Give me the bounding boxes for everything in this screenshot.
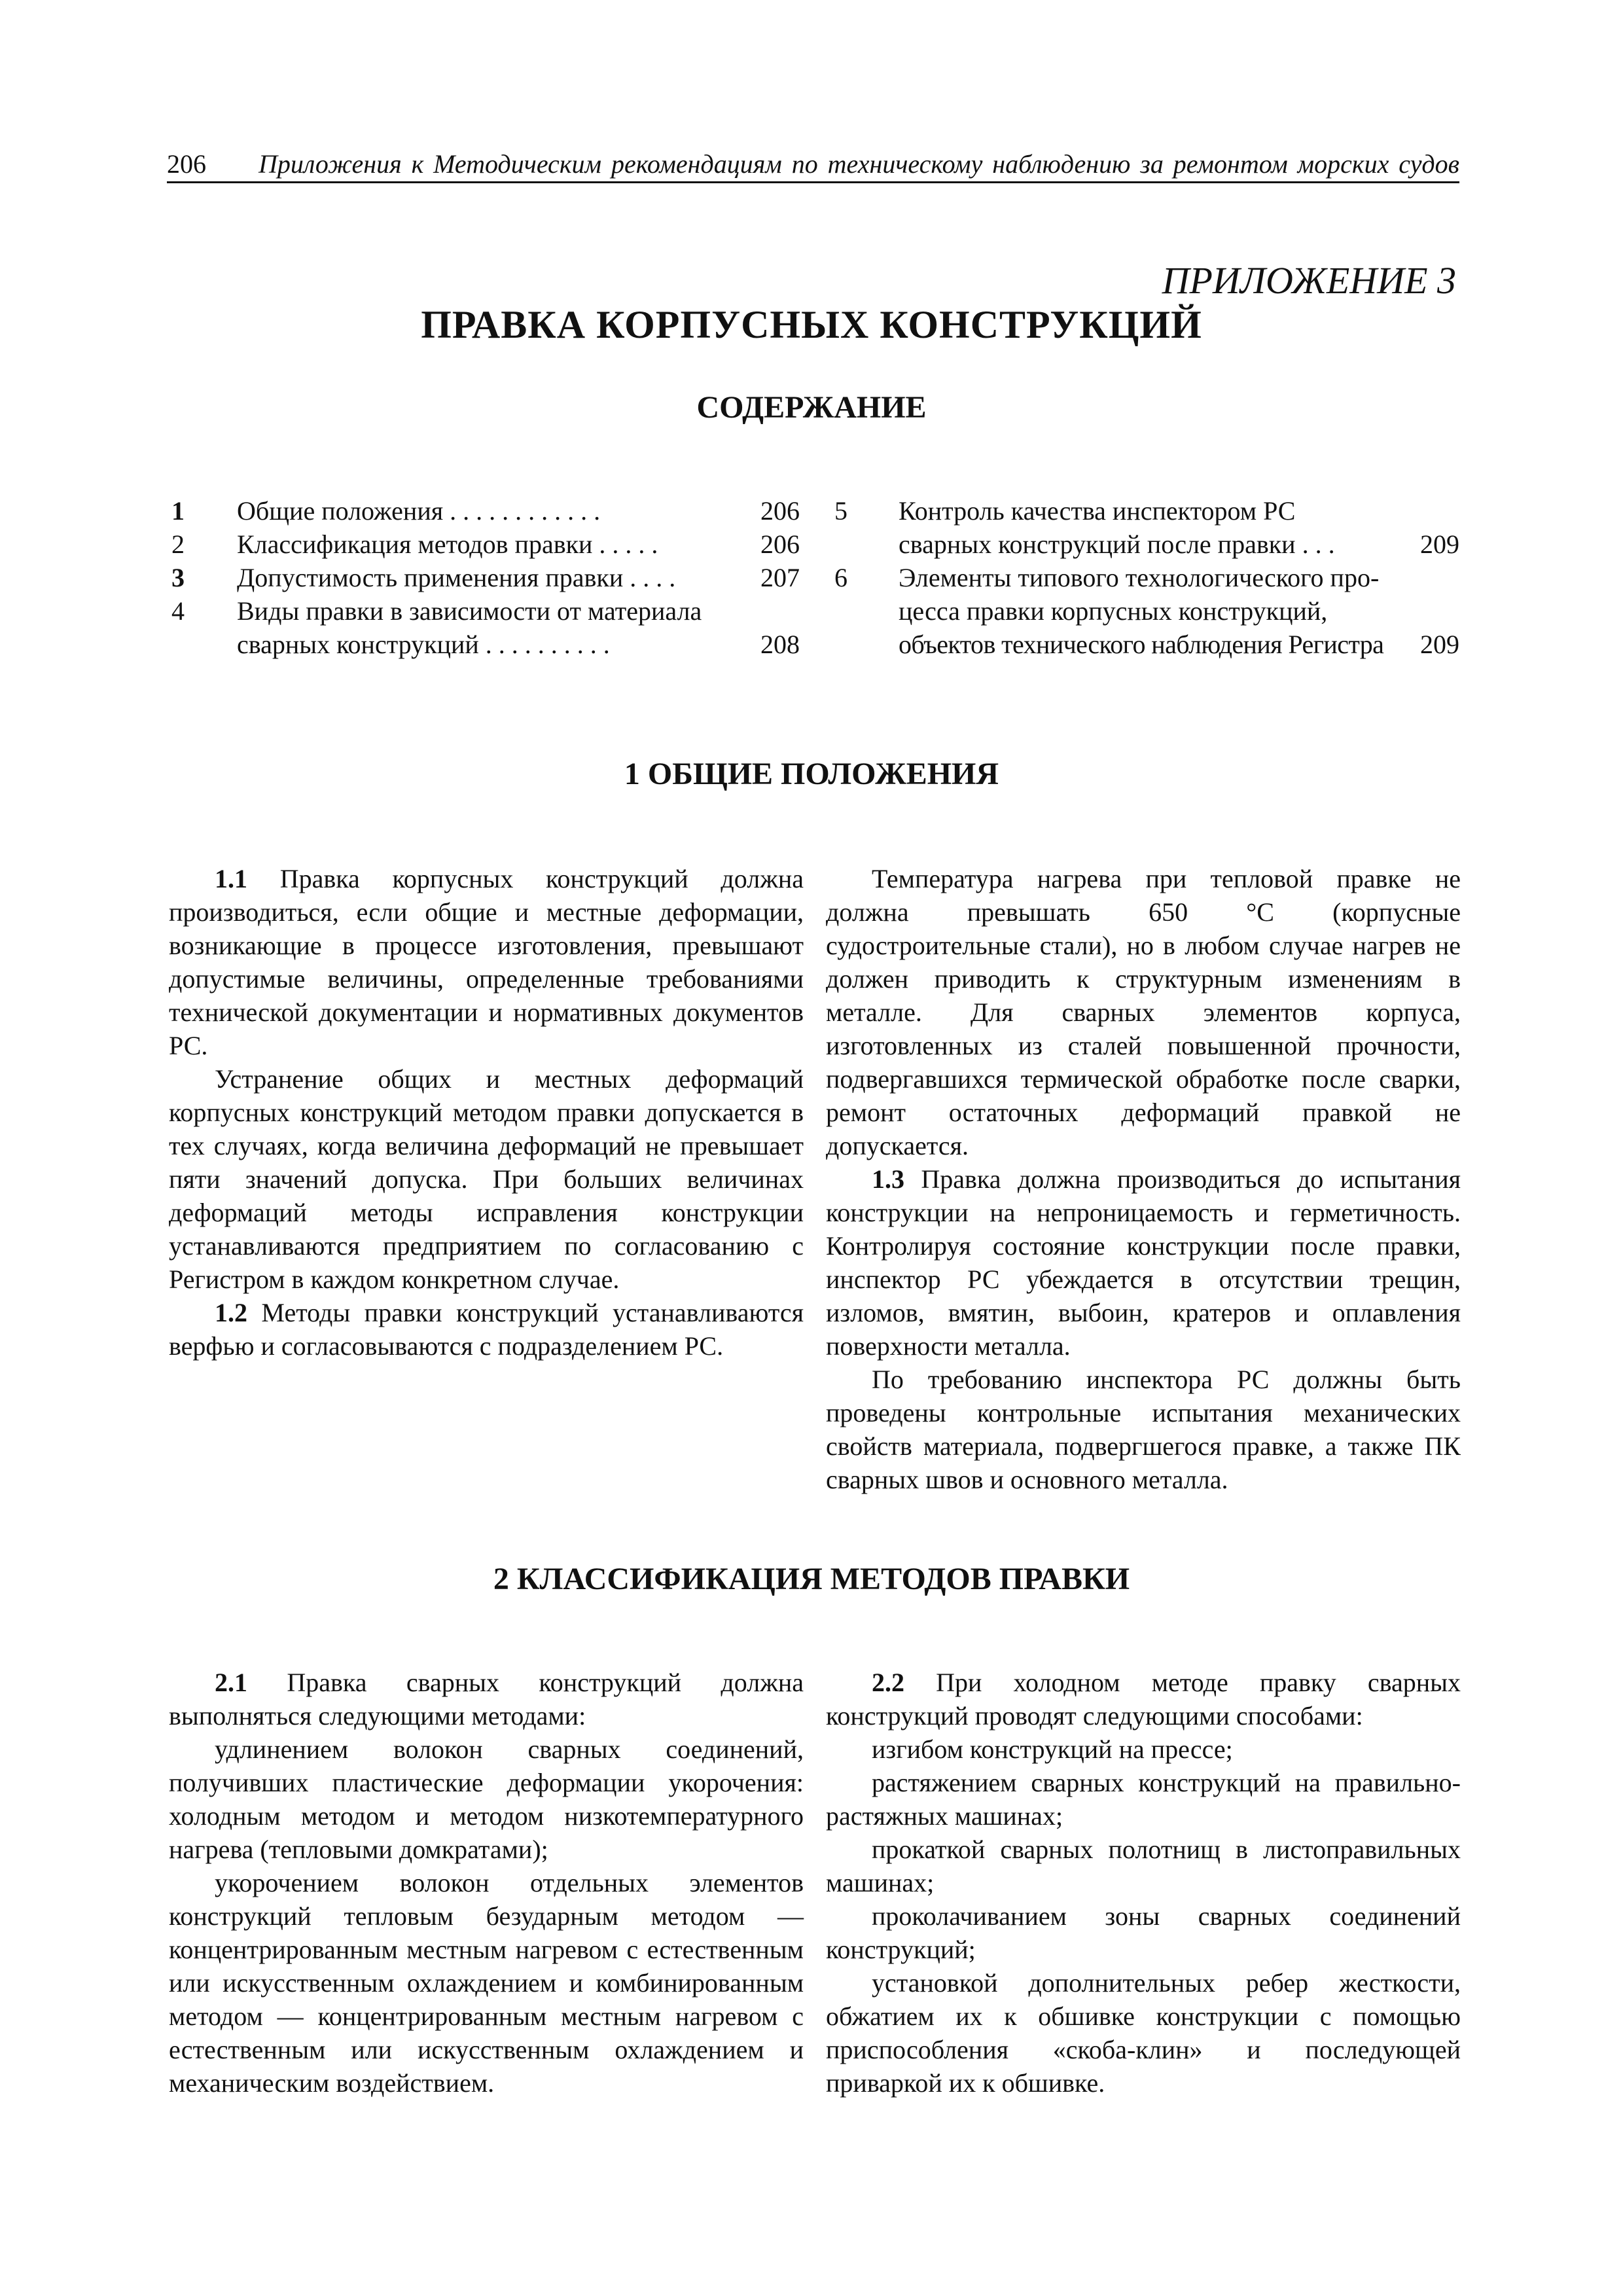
section1-right-column bbox=[826, 862, 1461, 1496]
toc-item-cont bbox=[834, 628, 1459, 661]
list-item: проколачиванием зоны сварных соединений конструкций; bbox=[826, 1901, 1461, 1964]
paragraph: удлинением волокон сварных соединений, получивших пластические деформации укорочения: холодным методом и методом низкотемпературного нагрева (тепловыми домкратами); bbox=[169, 1734, 804, 1864]
running-title: Приложения к Методическим рекомендациям по техническому наблюдению за ремонтом морских судов bbox=[259, 149, 1459, 179]
list-item: установкой дополнительных ребер жесткости, обжатием их к обшивке конструкции с помощью приспособления «скоба-клин» и последующей приваркой их к обшивке. bbox=[826, 1968, 1461, 2098]
paragraph bbox=[169, 1296, 804, 1363]
toc-text: Допустимость применения правки . . . . bbox=[237, 563, 676, 592]
toc-number: 3 bbox=[171, 563, 185, 592]
toc-text: Элементы типового технологического про- bbox=[899, 563, 1380, 592]
toc-number: 5 bbox=[834, 496, 847, 526]
clause-number: 1.1 bbox=[215, 864, 247, 893]
paragraph: По требованию инспектора РС должны быть проведены контрольные испытания механических свойств материала, подвергшегося правке, а также ПК сварных швов и основного металла. bbox=[826, 1365, 1461, 1494]
clause-number: 2.1 bbox=[215, 1668, 247, 1697]
section-heading: 1 ОБЩИЕ ПОЛОЖЕНИЯ bbox=[624, 757, 999, 791]
toc-right bbox=[834, 494, 1459, 661]
paragraph bbox=[169, 1666, 804, 1732]
paragraph bbox=[169, 862, 804, 1062]
paragraph-text: Правка должна производиться до испытания конструкции на непроницаемость и герметичность. Контролируя состояние конструкции после правки, инспектор РС убеждается в отсутствии трещин, изломов, вмятин, выбоин, кратеров и оплавления поверхности металла. bbox=[826, 1164, 1461, 1361]
list-item: прокаткой сварных полотнищ в листоправильных машинах; bbox=[826, 1835, 1461, 1897]
toc-page: 209 bbox=[1420, 630, 1459, 659]
toc-text: Общие положения . . . . . . . . . . . . bbox=[237, 496, 601, 526]
paragraph-text: Правка сварных конструкций должна выполняться следующими методами: bbox=[169, 1668, 804, 1731]
paragraph-text: Правка корпусных конструкций должна производиться, если общие и местные деформации, возникающие в процессе изготовления, превышают допустимые величины, определенные требованиями технической документации и нормативных документов РС. bbox=[169, 864, 804, 1060]
page-title: ПРАВКА КОРПУСНЫХ КОНСТРУКЦИЙ bbox=[421, 303, 1202, 346]
paragraph: Устранение общих и местных деформаций корпусных конструкций методом правки допускается в тех случаях, когда величина деформаций не превышает пяти значений допуска. При больших величинах деформаций методы исправления конструкции устанавливаются предприятием по согласованию с Регистром в каждом конкретном случае. bbox=[169, 1064, 804, 1294]
toc-item bbox=[171, 528, 800, 561]
list-item: изгибом конструкций на прессе; bbox=[872, 1734, 1233, 1764]
section-heading: 2 КЛАССИФИКАЦИЯ МЕТОДОВ ПРАВКИ bbox=[493, 1562, 1130, 1596]
toc-left bbox=[171, 494, 800, 661]
paragraph: укорочением волокон отдельных элементов конструкций тепловым безударным методом — концентрированным местным нагревом с естественным или искусственным охлаждением и комбинированным методом — концентрированным местным нагревом с естественным или искусственным охлаждением и механическим воздействием. bbox=[169, 1868, 804, 2098]
section2-right-column bbox=[826, 1666, 1461, 2100]
toc-number: 4 bbox=[171, 596, 185, 626]
toc-text: цесса правки корпусных конструкций, bbox=[899, 596, 1328, 626]
appendix-label: ПРИЛОЖЕНИЕ 3 bbox=[1162, 259, 1456, 302]
toc-item-cont bbox=[171, 628, 800, 661]
toc-text: сварных конструкций . . . . . . . . . . bbox=[237, 630, 610, 659]
clause-number: 1.2 bbox=[215, 1298, 247, 1327]
paragraph-text: При холодном методе правку сварных конструкций проводят следующими способами: bbox=[826, 1668, 1461, 1731]
toc-text: сварных конструкций после правки . . . bbox=[899, 529, 1335, 559]
paragraph bbox=[826, 1162, 1461, 1363]
toc-page: 206 bbox=[760, 529, 800, 559]
toc-number: 6 bbox=[834, 563, 847, 592]
toc-heading: СОДЕРЖАНИЕ bbox=[696, 390, 927, 425]
toc-number: 2 bbox=[171, 529, 185, 559]
toc-page: 208 bbox=[760, 630, 800, 659]
toc-text: Контроль качества инспектором РС bbox=[899, 496, 1296, 526]
toc-page: 209 bbox=[1420, 529, 1459, 559]
running-header bbox=[167, 147, 1459, 183]
toc-text: Виды правки в зависимости от материала bbox=[237, 596, 702, 626]
clause-number: 2.2 bbox=[872, 1668, 904, 1697]
toc-text: Классификация методов правки . . . . . bbox=[237, 529, 658, 559]
page-number: 206 bbox=[167, 149, 206, 179]
paragraph bbox=[826, 1666, 1461, 1732]
toc-item-cont bbox=[834, 594, 1459, 628]
toc-text: объектов технического наблюдения Регистра bbox=[899, 630, 1384, 659]
toc-item bbox=[171, 561, 800, 594]
paragraph: Температура нагрева при тепловой правке не должна превышать 650 °С (корпусные судостроительные стали), но в любом случае нагрев не должен приводить к структурным изменениям в металле. Для сварных элементов корпуса, изготовленных из сталей повышенной прочности, подвергавшихся термической обработке после сварки, ремонт остаточных деформаций правкой не допускается. bbox=[826, 864, 1461, 1160]
toc-number: 1 bbox=[171, 496, 185, 526]
toc-item-cont bbox=[834, 528, 1459, 561]
section1-left-column bbox=[169, 862, 804, 1363]
list-item: растяжением сварных конструкций на правильно-растяжных машинах; bbox=[826, 1768, 1461, 1831]
toc-page: 207 bbox=[760, 563, 800, 592]
section2-left-column bbox=[169, 1666, 804, 2100]
clause-number: 1.3 bbox=[872, 1164, 904, 1194]
toc-page: 206 bbox=[760, 496, 800, 526]
toc-item bbox=[171, 594, 793, 628]
toc-item bbox=[171, 494, 800, 528]
toc-item bbox=[834, 561, 1459, 594]
toc-item bbox=[834, 494, 1459, 528]
paragraph-text: Методы правки конструкций устанавливаются верфью и согласовываются с подразделением РС. bbox=[169, 1298, 804, 1361]
